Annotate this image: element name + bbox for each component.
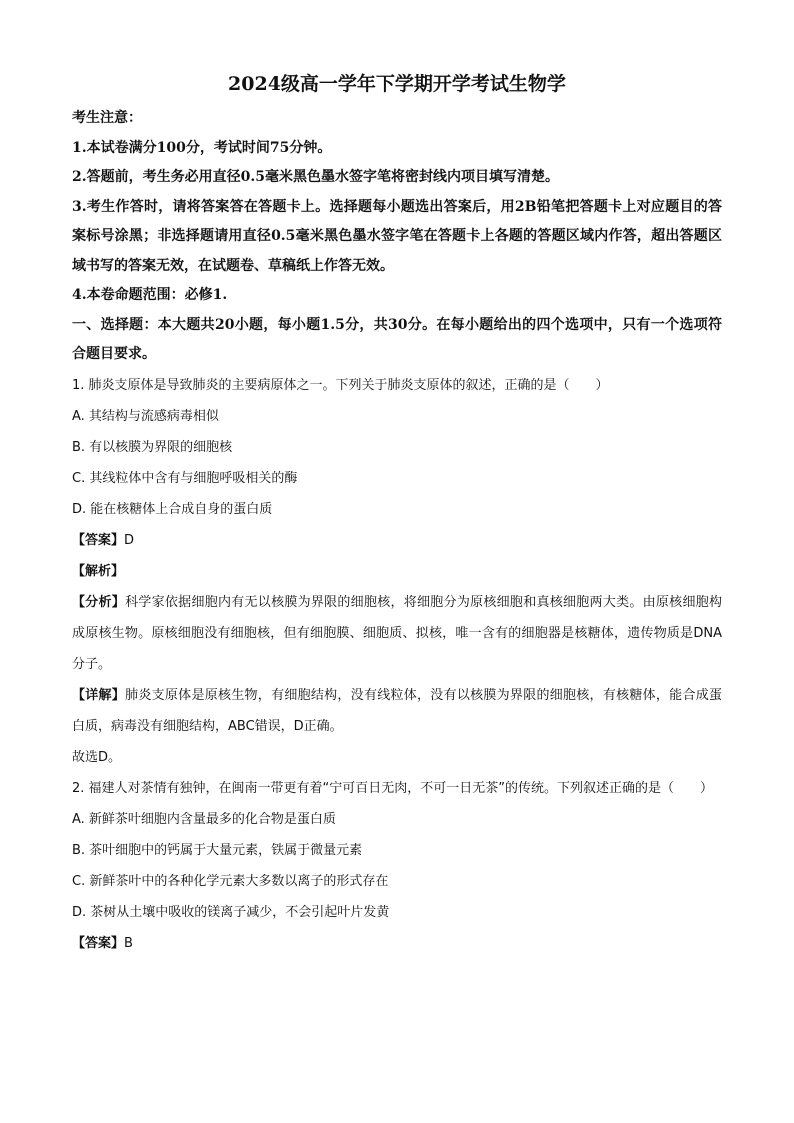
xiangjie-text: 肺炎支原体是原核生物，有细胞结构，没有线粒体，没有以核膜为界限的细胞核，有核糖体，能合成蛋白质，病毒没有细胞结构，ABC错误，D正确。 (72, 687, 722, 734)
answer-tag: 【答案】 (72, 935, 125, 951)
answer-value: B (124, 935, 133, 951)
notice-heading: 考生注意： (72, 110, 142, 126)
fenxi-paragraph (72, 587, 722, 680)
answer-line (72, 525, 722, 556)
option-b: B. 茶叶细胞中的钙属于大量元素，铁属于微量元素 (72, 842, 363, 858)
answer-line (72, 928, 722, 959)
notice-block (72, 104, 722, 370)
notice-item-4: 4.本卷命题范围：必修1. (72, 287, 228, 303)
option-d: D. 能在核糖体上合成自身的蛋白质 (72, 501, 273, 517)
notice-item-3: 3.考生作答时，请将答案答在答题卡上。选择题每小题选出答案后，用2B铅笔把答题卡上对应题目的答案标号涂黑；非选择题请用直径0.5毫米黑色墨水签字笔在答题卡上各题的答题区域内作答，超出答题区域书写的答案无效，在试题卷、草稿纸上作答无效。 (72, 198, 722, 274)
question-2 (72, 773, 722, 959)
option-d: D. 茶树从土壤中吸收的镁离子减少，不会引起叶片发黄 (72, 904, 390, 920)
answer-value: D (124, 532, 135, 548)
question-1 (72, 370, 722, 773)
analysis-line (72, 556, 722, 587)
option-c: C. 其线粒体中含有与细胞呼吸相关的酶 (72, 470, 298, 486)
fenxi-tag: 【分析】 (72, 594, 126, 610)
option-b: B. 有以核膜为界限的细胞核 (72, 439, 233, 455)
option-c: C. 新鲜茶叶中的各种化学元素大多数以离子的形式存在 (72, 873, 389, 889)
answer-tag: 【答案】 (72, 532, 125, 548)
notice-item-2: 2.答题前，考生务必用直径0.5毫米黑色墨水签字笔将密封线内项目填写清楚。 (72, 169, 559, 185)
section-heading: 一、选择题：本大题共20小题，每小题1.5分，共30分。在每小题给出的四个选项中，只有一个选项符合题目要求。 (72, 316, 722, 362)
question-stem: 1. 肺炎支原体是导致肺炎的主要病原体之一。下列关于肺炎支原体的叙述，正确的是（ ） (72, 377, 609, 393)
xiangjie-paragraph (72, 680, 722, 742)
option-a: A. 其结构与流感病毒相似 (72, 408, 219, 424)
fenxi-text: 科学家依据细胞内有无以核膜为界限的细胞核，将细胞分为原核细胞和真核细胞两大类。由原核细胞构成原核生物。原核细胞没有细胞核，但有细胞膜、细胞质、拟核，唯一含有的细胞器是核糖体，遗传物质是DNA分子。 (72, 594, 722, 672)
analysis-tag: 【解析】 (72, 563, 125, 579)
page-title: 2024级高一学年下学期开学考试生物学 (228, 73, 566, 95)
conclusion-line: 故选D。 (72, 749, 122, 765)
xiangjie-tag: 【详解】 (72, 687, 126, 703)
notice-item-1: 1.本试卷满分100分，考试时间75分钟。 (72, 139, 332, 156)
option-a: A. 新鲜茶叶细胞内含量最多的化合物是蛋白质 (72, 811, 336, 827)
question-stem: 2. 福建人对茶情有独钟，在闽南一带更有着“宁可百日无肉，不可一日无茶”的传统。下列叙述正确的是（ ） (72, 780, 714, 796)
